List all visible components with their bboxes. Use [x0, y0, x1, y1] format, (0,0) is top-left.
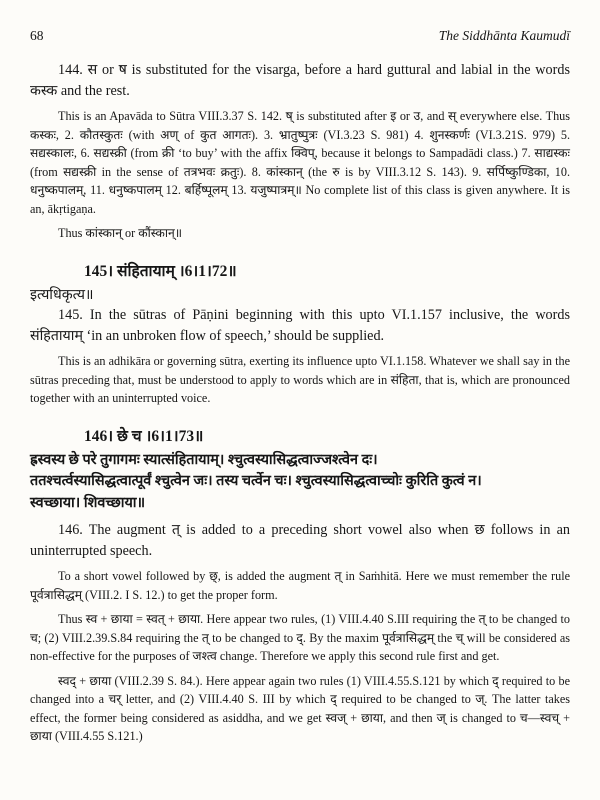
- page-header: [30, 28, 570, 50]
- page-content: [30, 60, 570, 746]
- running-title: The Siddhānta Kaumudī: [438, 28, 570, 43]
- sutra-146-translation: 146. The augment त् is added to a preceding short vowel also when छ follows in an uninterrupted speech.: [30, 522, 570, 559]
- page-number: 68: [30, 28, 44, 43]
- sutra-146-vritti-line: ह्रस्वस्य छे परे तुगागमः स्यात्संहितायाम्। श्चुत्वस्यासिद्धत्वाज्जश्त्वेन दः।: [30, 451, 378, 468]
- sutra-146-vritti-line: स्वच्छाया। शिवच्छाया॥: [30, 494, 146, 511]
- sutra-145-heading: 145। संहितायाम् ।6।1।72॥: [84, 262, 237, 280]
- sutra-145-commentary: This is an adhikāra or governing sūtra, exerting its influence upto VI.1.158. Whatever we shall say in the sūtras preceding that, must be understood to apply to words which are in संहिता, that is, which are pronounced together with an uninterrupted voice.: [30, 354, 570, 405]
- sutra-146-heading: 146। छे च ।6।1।73॥: [84, 427, 204, 445]
- sutra-144-example: Thus कांस्कान् or कौंस्कान्॥: [58, 226, 183, 240]
- sutra-144-translation: 144. स or ष is substituted for the visarga, before a hard guttural and labial in the words कस्क and the rest.: [30, 62, 570, 99]
- sutra-145-translation: 145. In the sūtras of Pāṇini beginning with this upto VI.1.157 inclusive, the words संहितायाम् ‘in an unbroken flow of speech,’ should be supplied.: [30, 307, 570, 344]
- sutra-145-adhikara: इत्यधिकृत्य॥: [30, 286, 94, 303]
- sutra-146-commentary: स्वद् + छाया (VIII.2.39 S. 84.). Here appear again two rules (1) VIII.4.55.S.121 by which द् required to be changed into a चर् letter, and (2) VIII.4.40 S. III by which द् required to be changed to ज्. The latter takes effect, the former being considered as asiddha, and we get स्वज् + छाया, and then ज् is changed to च—स्वच् + छाया (VIII.4.55 S.121.): [30, 673, 570, 743]
- sutra-146-vritti-line: ततश्चर्त्वस्यासिद्धत्वात्पूर्वं श्चुत्वेन जः। तस्य चर्त्वेन चः। श्चुत्वस्यासिद्धत्वाच्चोः कुरिति कुत्वं न।: [30, 473, 482, 489]
- sutra-146-commentary: To a short vowel followed by छ्, is added the augment त् in Saṁhitā. Here we must remember the rule पूर्वत्रासिद्धम् (VIII.2. I S. 12.) to get the proper form.: [30, 569, 570, 602]
- sutra-146-commentary: Thus स्व + छाया = स्वत् + छाया. Here appear two rules, (1) VIII.4.40 S.III requiring the त् to be changed to च; (2) VIII.2.39.S.84 requiring the त् to be changed to द्. By the maxim पूर्वत्रासिद्धम् the च् will be considered as non-effective for the purposes of जश्त्व change. Therefore we apply this second rule first and get.: [30, 612, 570, 663]
- sutra-144-commentary: This is an Apavāda to Sūtra VIII.3.37 S. 142. ष् is substituted after इ or उ, and स् everywhere else. Thus कस्कः, 2. कौतस्कुतः (with अण् of कुत आगतः). 3. भ्रातुष्पुत्रः (VI.3.23 S. 981) 4. शुनस्कर्णः (VI.3.21S. 979) 5. सद्यस्कालः, 6. सद्यस्क्री (from क्री ‘to buy’ with the affix क्विप्, because it belongs to Sampadādi class.) 7. साद्यस्कः (from सद्यस्क्री in the sense of तत्रभवः क्रतुः). 8. कांस्कान् (the रु is by VIII.3.12 S. 143). 9. सर्पिष्कुण्डिका, 10. धनुष्कपालम्, 11. धनुष्कपालम् 12. बर्हिष्पूलम् 13. यजुष्पात्रम्॥ No complete list of this class is given anywhere. It is an, ākṛtigaṇa.: [30, 109, 570, 216]
